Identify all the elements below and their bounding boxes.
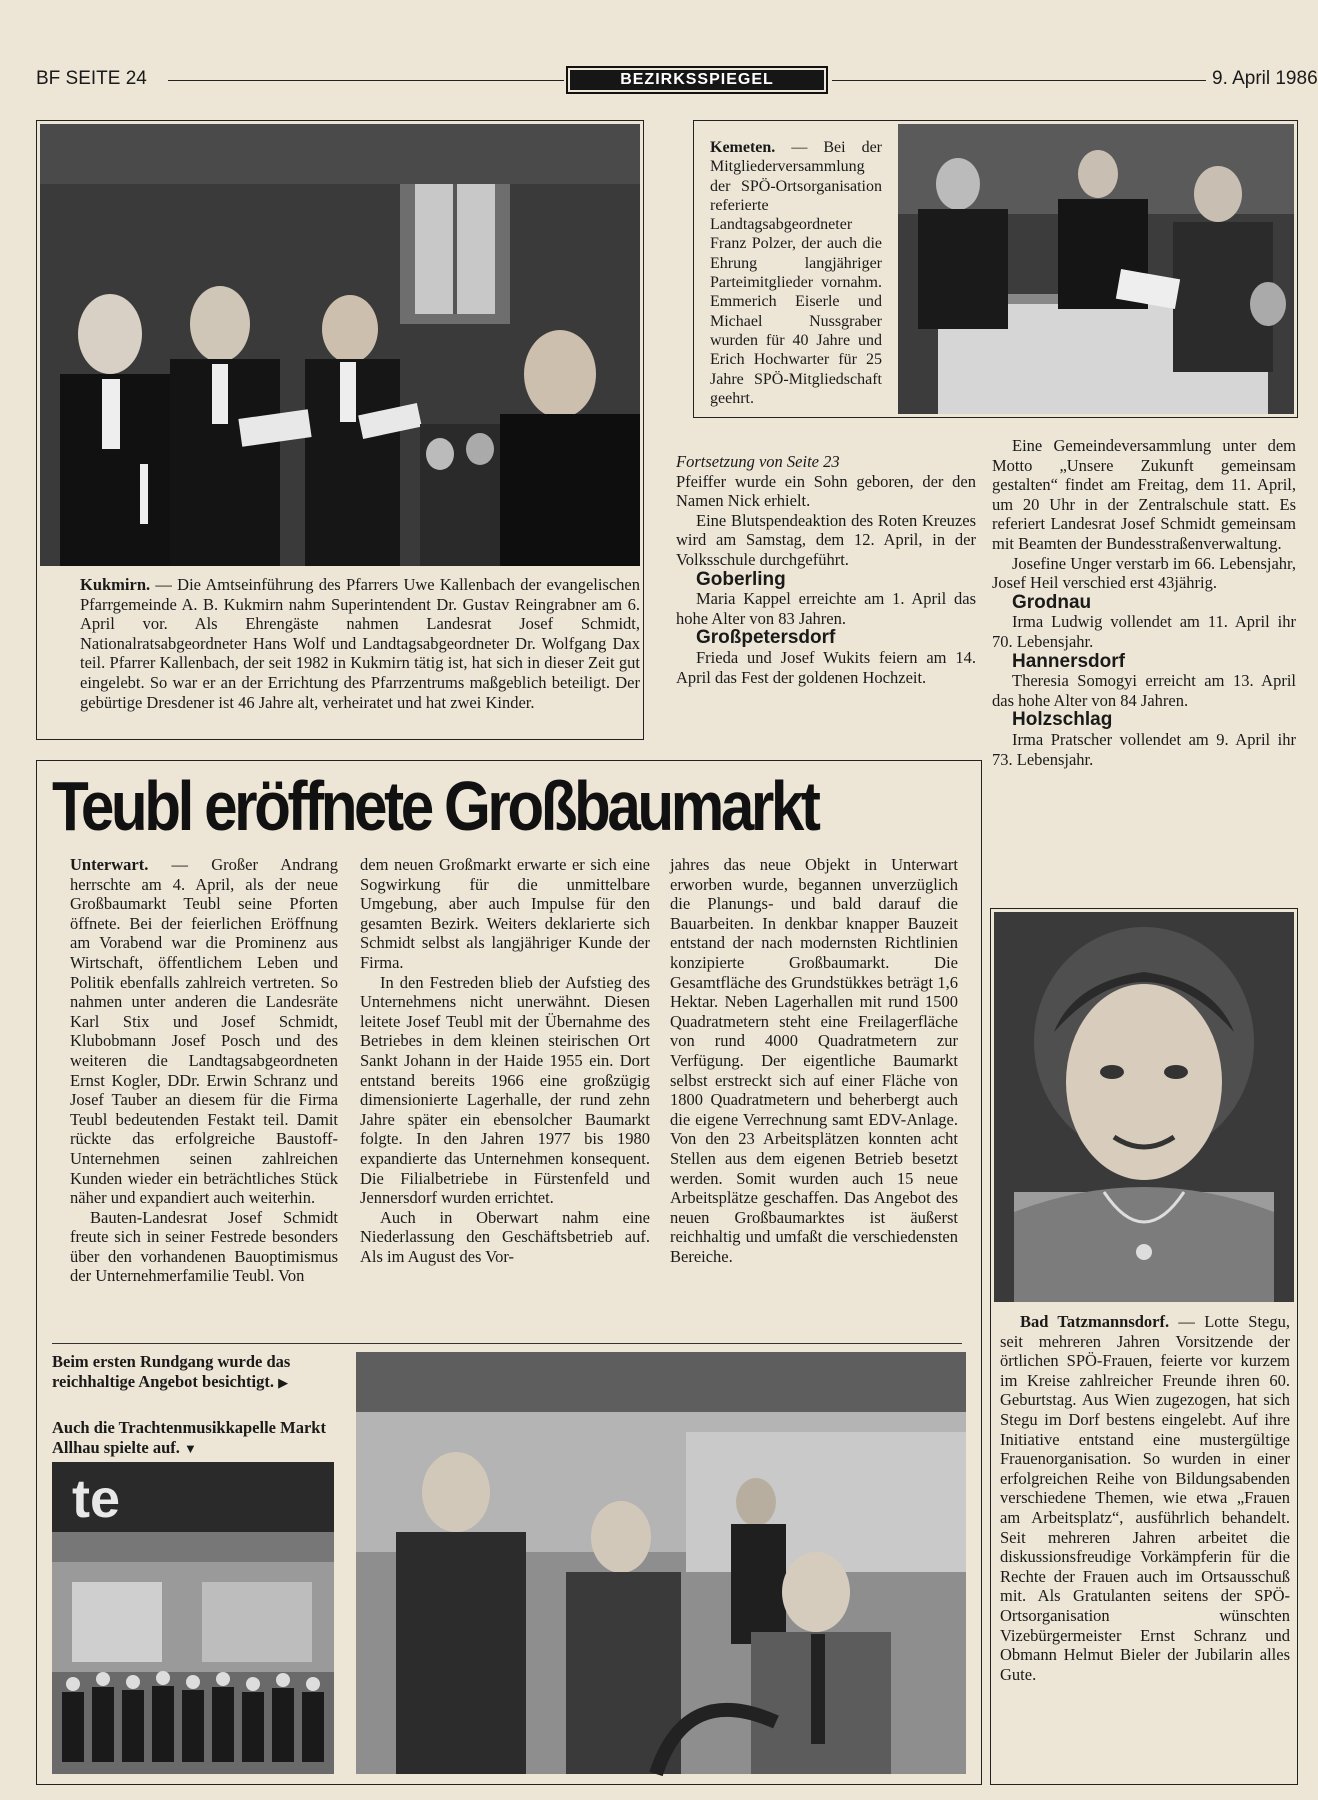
page-number: BF SEITE 24 — [36, 68, 147, 89]
caption1-text: Beim ersten Rundgang wurde das reichhaltige Angebot besichtigt. — [52, 1352, 291, 1391]
kukmirn-caption — [80, 575, 640, 712]
notes-goberling: Maria Kappel erreichte am 1. April das hohe Alter von 83 Jahren. — [676, 589, 976, 628]
notes-holzschlag: Irma Pratscher vollendet am 9. April ihr 73. Lebensjahr. — [992, 729, 1296, 769]
photo-caption-1 — [52, 1352, 352, 1393]
continued-note: Fortsetzung von Seite 23 — [676, 452, 840, 471]
header-rule-left — [168, 80, 564, 81]
photo-caption-2 — [52, 1418, 352, 1459]
kukmirn-text: — Die Amtseinführung des Pfarrers Uwe Kallenbach der evangelischen Pfarrgemeinde A. B. Kukmirn nahm Superintendent Dr. Gustav Reingrabner am 6. April vor. Als Ehrengäste nahmen Landesrat Josef Schmidt, Nationalratsabgeordneter Hans Wolf und Landtagsabgeordneter Dr. Wolfgang Dax teil. Pfarrer Kallenbach, der seit 1982 in Kukmirn tätig ist, hat sich in dieser Zeit gut eingelebt. So war er an der Errichtung des Pfarrzentrums maßgeblich beteiligt. Der gebürtige Dresdener ist 46 Jahre alt, verheiratet und hat zwei Kinder. — [80, 575, 640, 712]
article-divider — [52, 1343, 962, 1344]
notes-p4: Josefine Unger verstarb im 66. Lebensjahr, Josef Heil verschied erst 43jährig. — [992, 553, 1296, 593]
section-label-box — [566, 66, 828, 94]
band-photo — [52, 1462, 334, 1774]
heading-grodnau: Grodnau — [1012, 591, 1092, 613]
badtatz-text: — Lotte Stegu, seit mehreren Jahren Vorsitzende der örtlichen SPÖ-Frauen, feierte vor kurzem im Kreise zahlreicher Freunde ihren 60. Geburtstag. Aus Wien zugezogen, hat sich Stegu im Dorf bestens eingelebt. Auf ihre Initiative entstand eine mustergültige Frauenorganisation. So wurden in einer erfolgreichen Reihe von Bildungsabenden verschiedene Themen, wie etwa „Frauen am Arbeitsplatz“, ausführlich behandelt. Seit mehreren Jahren arbeitet die diskussionsfreudige Vorkämpferin für die Rechte der Frauen auch im Ortsausschuß mit. Als Gratulanten seitens der SPÖ-Ortsorganisation wünschten Vizebürgermeister Ernst Schranz und Obmann Helmut Bieler der Jubilarin alles Gute. — [1000, 1312, 1290, 1684]
article-col2-p2: In den Festreden blieb der Aufstieg des Unternehmens nicht unerwähnt. Diesen leitete Josef Teubl mit der Übernahme des Betriebes in dem kleinen steirischen Ort Sankt Johann in der Haide 1955 ein. Dort entstand bereits 1966 eine großzügig dimensionierte Lagerhalle, der rund zehn Jahre später ein ebensolcher Baumarkt folgte. In den Jahren 1977 bis 1980 expandierte das Unternehmen konsequent. Die Filialbetriebe in Fürstenfeld und Jennersdorf wurden errichtet. — [360, 972, 650, 1208]
band-photo-image — [52, 1462, 334, 1774]
unterwart-place: Unterwart. — [70, 855, 149, 874]
article-col2-p1: dem neuen Großmarkt erwarte er sich eine Sogwirkung für die unmittelbare Umgebung, aber auch Impulse für den gesamten Bezirk. Weiters deklarierte sich Schmidt selbst als langjähriger Kunde der Firma. — [360, 855, 650, 972]
notes-grodnau: Irma Ludwig vollendet am 11. April ihr 70. Lebensjahr. — [992, 612, 1296, 651]
article-headline: Teubl eröffnete Großbaumarkt — [52, 767, 818, 845]
article-col1-p2: Bauten-Landesrat Josef Schmidt freute sich in seiner Festrede besonders über den vorhandenen Bauoptimismus der Unternehmerfamilie Teubl. Von — [70, 1207, 338, 1286]
notes-p3: Eine Gemeindeversammlung unter dem Motto „Unsere Zukunft gemeinsam gestalten“ findet am Freitag, dem 11. April, um 20 Uhr in der Zentralschule statt. Es referiert Landesrat Josef Schmidt gemeinsam mit Beamten der Bundesstraßenverwaltung. — [992, 436, 1296, 553]
notes-p2: Eine Blutspendeaktion des Roten Kreuzes wird am Samstag, dem 12. April, in der Volksschule durchgeführt. — [676, 510, 976, 569]
article-col-3 — [670, 855, 958, 1266]
caption2-text: Auch die Trachtenmusikkapelle Markt Allhau spielte auf. — [52, 1418, 326, 1457]
article-col-1 — [70, 855, 338, 1286]
kemeten-photo-image — [898, 124, 1294, 414]
kemeten-text: — Bei der Mitgliederversammlung der SPÖ-Ortsorganisation referierte Landtagsabgeordneter Franz Polzer, der auch die Ehrung langjähriger Parteimitglieder vornahm. Emmerich Eiserle und Michael Nussgraber wurden für 40 Jahre und Erich Hochwarter für 25 Jahre SPÖ-Mitgliedschaft geehrt. — [710, 139, 882, 407]
kemeten-caption — [710, 138, 882, 408]
caption2-arrow-icon: ▼ — [184, 1441, 197, 1456]
caption1-arrow-icon: ▶ — [278, 1375, 289, 1390]
issue-date: 9. April 1986 — [1212, 68, 1318, 89]
page-header — [36, 66, 1318, 100]
article-col-2 — [360, 855, 650, 1266]
heading-hannersdorf: Hannersdorf — [1012, 650, 1125, 672]
header-rule-right — [832, 80, 1206, 81]
notes-p1: Pfeiffer wurde ein Sohn geboren, der den Namen Nick erhielt. — [676, 471, 976, 511]
section-label: BEZIRKSSPIEGEL — [570, 70, 824, 90]
stegu-portrait — [994, 912, 1294, 1302]
kukmirn-photo — [40, 124, 640, 566]
kukmirn-place: Kukmirn. — [80, 575, 151, 594]
kukmirn-photo-image — [40, 124, 640, 566]
stegu-caption — [1000, 1312, 1290, 1684]
heading-grosspetersdorf: Großpetersdorf — [696, 627, 836, 649]
notes-grosspetersdorf: Frieda und Josef Wukits feiern am 14. April das Fest der goldenen Hochzeit. — [676, 647, 976, 687]
notes-hannersdorf: Theresia Somogyi erreicht am 13. April das hohe Alter von 84 Jahren. — [992, 671, 1296, 710]
notes-column-1 — [676, 452, 976, 687]
heading-holzschlag: Holzschlag — [1012, 709, 1113, 731]
kemeten-place: Kemeten. — [710, 139, 776, 156]
store-sign-text: te — [72, 1469, 121, 1529]
stegu-portrait-image — [994, 912, 1294, 1302]
notes-column-2 — [992, 436, 1296, 769]
article-col3-p1: jahres das neue Objekt in Unterwart erworben wurde, begannen unverzüglich die Planungs- und bald darauf die Bauarbeiten. In denkbar knapper Bauzeit entstand der nach modernsten Richtlinien konzipierte Großbaumarkt. Die Gesamtfläche des Grundstükkes beträgt 1,6 Hektar. Neben Lagerhallen mit rund 1500 Quadratmetern steht eine Freilagerfläche von rund 4000 Quadratmetern zur Verfügung. Der eigentliche Baumarkt selbst erstreckt sich auf einer Fläche von 1800 Quadratmetern und beherbergt auch die eigene Verrechnung samt EDV-Anlage. Von den 23 Arbeitsplätzen konnten acht Stellen aus dem eigenen Betrieb besetzt werden. Somit wurden auch 15 neue Arbeitsplätze geschaffen. Das Angebot des neuen Großbaumarktes ist äußerst reichhaltig und umfaßt die verschiedensten Bereiche. — [670, 855, 958, 1266]
article-col2-p3: Auch in Oberwart nahm eine Niederlassung den Geschäftsbetrieb auf. Als im August des Vor- — [360, 1207, 650, 1266]
tour-photo-image — [356, 1352, 966, 1774]
badtatz-place: Bad Tatzmannsdorf. — [1020, 1312, 1170, 1331]
tour-photo — [356, 1352, 966, 1774]
heading-goberling: Goberling — [696, 568, 786, 590]
article-col1-p1: — Großer Andrang herrschte am 4. April, als der neue Großbaumarkt Teubl seine Pforten öffnete. Bei der feierlichen Eröffnung am Vorabend war die Prominenz aus Wirtschaft, öffentlichem Leben und Politik ebenfalls zahlreich vertreten. So nahmen unter anderen die Landesräte Karl Stix und Josef Schmidt, Klubobmann Josef Posch und des weiteren die Landtagsabgeordneten Ernst Kogler, DDr. Erwin Schranz und Josef Tauber an diesem für die Firma Teubl bedeutenden Festakt teil. Damit rückte das erfolgreiche Baustoff-Unternehmen seinen zahlreichen Kunden wieder ein beträchtliches Stück näher und expandiert auch weiterhin. — [70, 855, 338, 1208]
kemeten-photo — [898, 124, 1294, 414]
